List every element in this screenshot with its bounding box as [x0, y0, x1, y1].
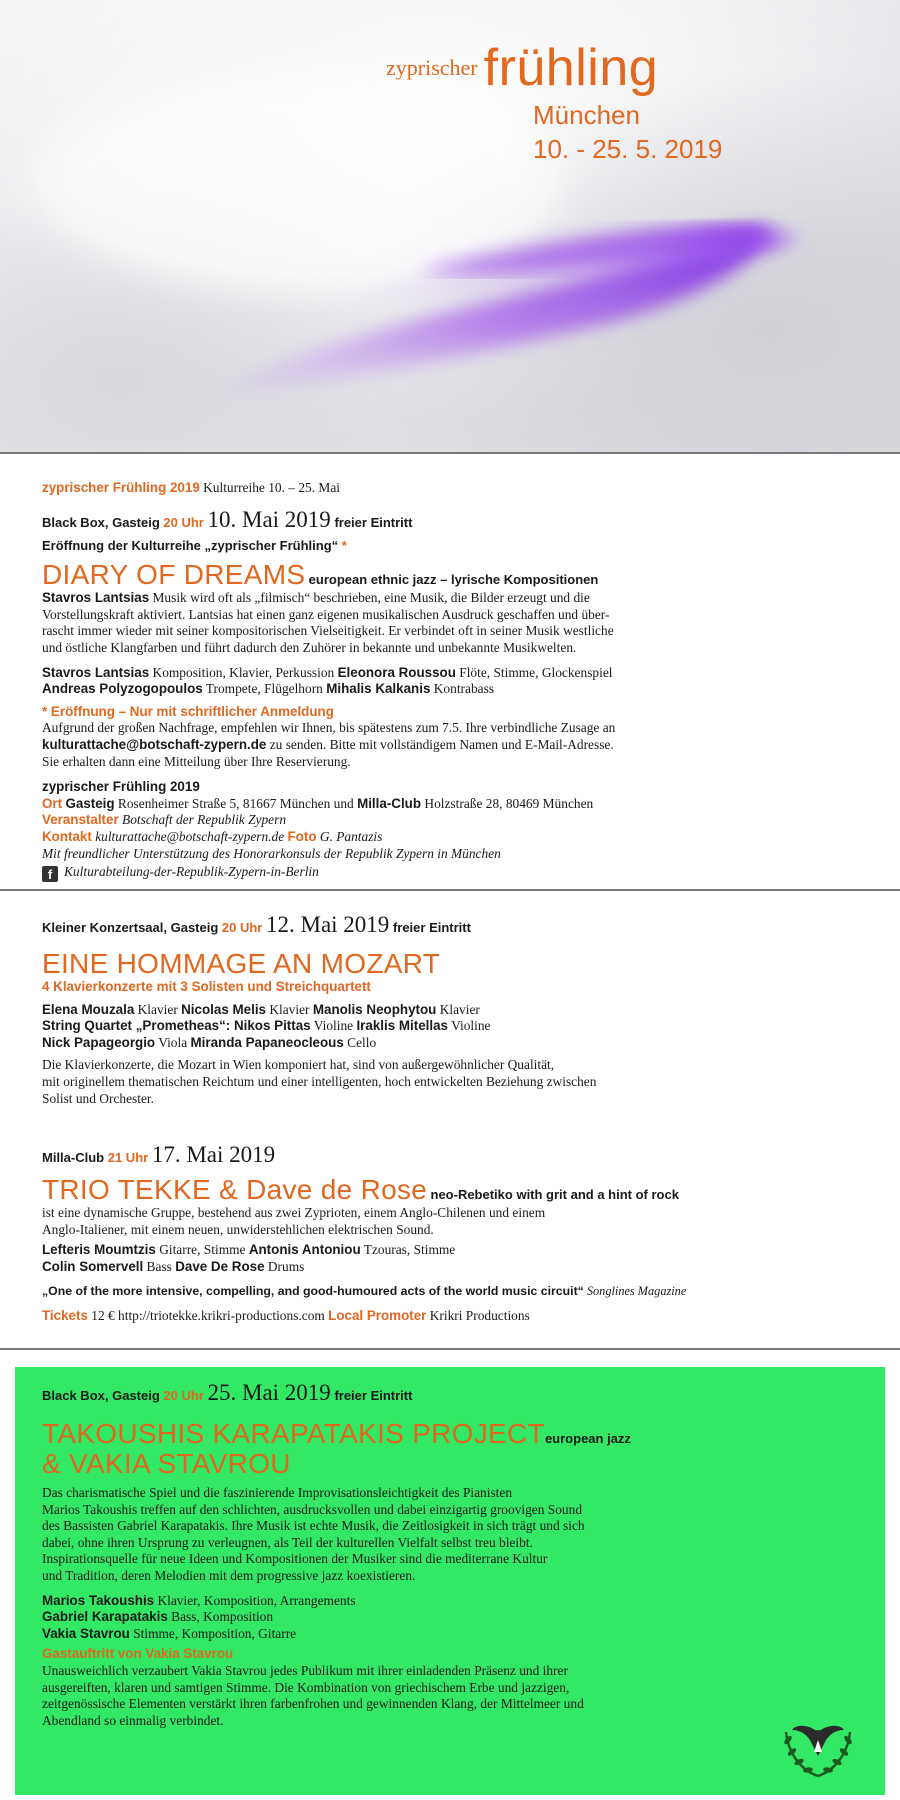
desc-line: und östliche Klangfarben und führt dadurch den Zuhörer in bekannte und unbekannte Musikwelten. [42, 639, 577, 655]
quote-source: Songlines Magazine [583, 1284, 687, 1299]
musician-role: Bass [143, 1258, 176, 1274]
event-title-row [42, 560, 862, 590]
hero-banner [0, 0, 900, 452]
musician-name: Miranda Papaneocleous [190, 1034, 344, 1050]
photo-credit: G. Pantazis [316, 828, 383, 844]
contact-email-link[interactable]: kulturattache@botschaft-zypern.de [91, 828, 288, 844]
contact-label: Kontakt [42, 828, 92, 844]
event-venue: Milla-Club [42, 1150, 105, 1165]
guest-title: Gastauftritt von Vakia Stavrou [42, 1646, 234, 1662]
event-description [42, 1057, 862, 1107]
event-header [42, 1380, 862, 1409]
musician-name: Dave De Rose [175, 1258, 265, 1274]
facebook-icon[interactable]: f [42, 866, 58, 882]
press-quote [42, 1283, 862, 1300]
event-date: 10. Mai 2019 [207, 506, 331, 532]
event-entry: freier Eintritt [334, 514, 413, 530]
event-header [42, 912, 862, 941]
venue-name: Milla-Club [357, 795, 422, 811]
notice-line: Sie erhalten dann eine Mitteilung über Ihre Reservierung. [42, 753, 351, 769]
guest-line: Abendland so einmalig verbindet. [42, 1712, 224, 1728]
organizer-label: Veranstalter [42, 812, 119, 828]
musician-name: Manolis Neophytou [312, 1001, 437, 1017]
event-header [42, 1142, 862, 1171]
hero-dates: 10. - 25. 5. 2019 [533, 134, 723, 164]
musician-role: Flöte, Stimme, Glockenspiel [455, 664, 613, 680]
hero-title-main: frühling [483, 39, 659, 97]
musician-role: Klavier [134, 1001, 182, 1017]
event-venue: Kleiner Konzertsaal, Gasteig [42, 920, 219, 935]
event-title-row [42, 1419, 862, 1449]
desc-line: ist eine dynamische Gruppe, bestehend aus zwei Zyprioten, einem Anglo-Chilenen und einem [42, 1205, 546, 1220]
event-entry: freier Eintritt [334, 1388, 413, 1403]
opening-text: Eröffnung der Kulturreihe „zyprischer Frühling“ [42, 537, 339, 553]
venue-address: Rosenheimer Straße 5, 81667 München und [114, 795, 358, 811]
opening-star: * [341, 537, 347, 553]
event-description [42, 1205, 862, 1238]
notice-title: * Eröffnung – Nur mit schriftlicher Anmeldung [42, 703, 334, 719]
musician-role: Stimme, Komposition, Gitarre [129, 1625, 297, 1641]
musician-role: Drums [264, 1258, 305, 1274]
ort-label: Ort [42, 795, 63, 811]
event-date: 12. Mai 2019 [266, 912, 390, 937]
desc-line: dabei, ohne ihren Ursprung zu verleugnen, als Teil der kulturellen Vielfalt selbst treu bleibt. [42, 1534, 533, 1550]
desc-line: des Bassisten Gabriel Karapatakis. Ihre Musik ist echte Musik, die Zeitlosigkeit in sich trägt und sich [42, 1518, 585, 1534]
desc-line: mit originellem thematischen Reichtum und einer intelligenten, hoch entwickelten Beziehung zwischen [42, 1073, 597, 1089]
divider [0, 889, 900, 891]
desc-line: Die Klavierkonzerte, die Mozart in Wien komponiert hat, sind von außergewöhnlicher Qualität, [42, 1057, 555, 1073]
intro-section [42, 480, 862, 882]
musician-name: Vakia Stavrou [42, 1625, 130, 1641]
event-date: 17. Mai 2019 [151, 1142, 276, 1167]
desc-line: rascht immer wieder mit seiner kompositorischen Vielseitigkeit. Er verbindet oft in seiner Musik westliche [42, 623, 614, 639]
notice-line: Aufgrund der großen Nachfrage, empfehlen wir Ihnen, bis spätestens zum 7.5. Ihre verbindliche Zusage an [42, 720, 616, 736]
support-note: Mit freundlicher Unterstützung des Honorarkonsuls der Republik Zypern in München [42, 845, 501, 861]
musician-role: Violine [448, 1018, 491, 1034]
notice-line: zu senden. Bitte mit vollständigem Namen und E-Mail-Adresse. [266, 736, 614, 752]
guest-line: Unausweichlich verzaubert Vakia Stavrou jedes Publikum mit ihrer einladenden Präsenz und ihrer [42, 1662, 568, 1678]
guest-section [42, 1646, 862, 1729]
event-title: TAKOUSHIS KARAPATAKIS PROJECT [42, 1418, 545, 1449]
event-genre: european ethnic jazz – lyrische Kompositionen [308, 572, 599, 588]
musician-role: Klavier [265, 1001, 313, 1017]
guest-line: zeitgenössische Elementen verstärkt ihren farbenfrohen und gewinnenden Klang, der Mittelmeer und [42, 1696, 584, 1712]
coat-of-arms-icon [778, 1712, 858, 1782]
desc-line: und Tradition, deren Melodien mit dem progressive jazz koexistieren. [42, 1567, 416, 1583]
musician-name: Nicolas Melis [181, 1001, 266, 1017]
event-time: 20 Uhr [163, 514, 204, 530]
registration-notice [42, 704, 862, 770]
hero-city: München [533, 100, 640, 130]
musician-role: Komposition, Klavier, Perkussion [149, 664, 338, 680]
desc-line: Solist und Orchester. [42, 1090, 154, 1106]
musician-name: Stavros Lantsias [42, 664, 150, 680]
event-time: 20 Uhr [221, 920, 263, 935]
musician-name: Antonis Antoniou [248, 1242, 361, 1258]
takoushis-event [42, 1380, 862, 1729]
divider [0, 1348, 900, 1350]
event-header [42, 507, 862, 536]
musician-name: Mihalis Kalkanis [326, 681, 431, 697]
opening-label [42, 538, 862, 555]
event-time: 21 Uhr [107, 1150, 149, 1165]
musician-role: Kontrabass [430, 681, 494, 697]
musician-role: Klavier [436, 1001, 480, 1017]
event-title-row [42, 1175, 862, 1205]
quote-text: „One of the more intensive, compelling, and good-humoured acts of the world music circuit“ [42, 1284, 584, 1299]
musician-role: Violine [310, 1018, 357, 1034]
musician-role: Gitarre, Stimme [155, 1242, 249, 1258]
trio-tekke-event [42, 1142, 862, 1325]
lineup [42, 665, 862, 698]
photo-label: Foto [287, 828, 317, 844]
hero-title-prefix: zyprischer [386, 55, 478, 80]
musician-name: Nick Papageorgio [42, 1034, 156, 1050]
event-title: EINE HOMMAGE AN MOZART [42, 948, 441, 979]
musician-role: Klavier, Komposition, Arrangements [154, 1592, 356, 1608]
event-entry: freier Eintritt [392, 920, 471, 935]
divider [0, 452, 900, 454]
desc-line: Vorstellungskraft aktiviert. Lantsias hat einen ganz eigenen musikalischen Ausdruck geschaffen und über- [42, 606, 610, 622]
event-time: 20 Uhr [163, 1388, 204, 1403]
musician-name: Andreas Polyzogopoulos [42, 681, 203, 697]
info-series: zyprischer Frühling 2019 [42, 779, 200, 795]
tickets-label: Tickets [42, 1307, 88, 1323]
event-date: 25. Mai 2019 [207, 1380, 331, 1405]
musician-name: Marios Takoushis [42, 1592, 155, 1608]
desc-line: Marios Takoushis treffen auf den schlichten, ausdrucksvollen und dabei einzigartig groovigen Sound [42, 1501, 583, 1517]
musician-name: Colin Somervell [42, 1258, 144, 1274]
event-title: TRIO TEKKE & Dave de Rose [42, 1174, 428, 1205]
tickets-link[interactable]: 12 € http://triotekke.krikri-productions.com [87, 1307, 329, 1323]
guest-line: ausgereiften, klaren und samtigen Stimme. Die Kombination von griechischem Erbe und jazzigen, [42, 1679, 570, 1695]
musician-role: Viola [155, 1034, 191, 1050]
desc-name: Stavros Lantsias [42, 590, 150, 606]
facebook-link[interactable]: Kulturabteilung-der-Republik-Zypern-in-Berlin [64, 864, 319, 880]
desc-line: Musik wird oft als „filmisch“ beschrieben, eine Musik, die Bilder erzeugt und die [149, 590, 590, 606]
event-title-line-2: & VAKIA STAVROU [42, 1448, 291, 1479]
musician-role: Bass, Komposition [167, 1609, 274, 1625]
tickets-row [42, 1308, 862, 1325]
organizer: Botschaft der Republik Zypern [118, 812, 287, 828]
musician-name: Iraklis Mitellas [356, 1018, 449, 1034]
series-info [42, 779, 862, 882]
event-venue: Black Box, Gasteig [42, 1388, 160, 1403]
promoter-name: Krikri Productions [426, 1307, 530, 1323]
quartet-label: String Quartet „Prometheas“: Nikos Pittas [42, 1018, 311, 1034]
musician-name: Elena Mouzala [42, 1001, 135, 1017]
musician-role: Tzouras, Stimme [360, 1242, 456, 1258]
event-venue: Black Box, Gasteig [42, 514, 160, 530]
musician-name: Gabriel Karapatakis [42, 1609, 168, 1625]
promoter-label: Local Promoter [328, 1307, 427, 1323]
desc-line: Anglo-Italiener, mit einem neuen, unwiderstehlichen elektrischen Sound. [42, 1221, 434, 1237]
event-genre: european jazz [544, 1431, 631, 1446]
musician-role: Cello [343, 1034, 377, 1050]
musician-name: Lefteris Moumtzis [42, 1242, 156, 1258]
lineup [42, 1002, 862, 1052]
series-subtitle: Kulturreihe 10. – 25. Mai [203, 480, 340, 495]
musician-role: Trompete, Flügelhorn [202, 681, 327, 697]
lineup [42, 1242, 862, 1275]
event-genre: neo-Rebetiko with grit and a hint of rock [430, 1187, 679, 1202]
venue-address: Holzstraße 28, 80469 München [421, 795, 594, 811]
notice-email-link[interactable]: kulturattache@botschaft-zypern.de [42, 736, 267, 752]
desc-line: Das charismatische Spiel und die faszinierende Improvisationsleichtigkeit des Pianisten [42, 1485, 513, 1500]
venue-name: Gasteig [65, 795, 115, 811]
event-description [42, 1485, 862, 1585]
desc-line: Inspirationsquelle für neue Ideen und Kompositionen der Musiker sind die mediterrane Kultur [42, 1551, 548, 1567]
lineup [42, 1593, 862, 1643]
event-description [42, 590, 862, 656]
musician-name: Eleonora Roussou [337, 664, 456, 680]
event-title: DIARY OF DREAMS [42, 559, 306, 591]
event-subtitle: 4 Klavierkonzerte mit 3 Solisten und Streichquartett [42, 979, 371, 994]
series-title: zyprischer Frühling 2019 [42, 480, 200, 495]
hero-title [386, 38, 658, 98]
mozart-event [42, 912, 862, 1107]
